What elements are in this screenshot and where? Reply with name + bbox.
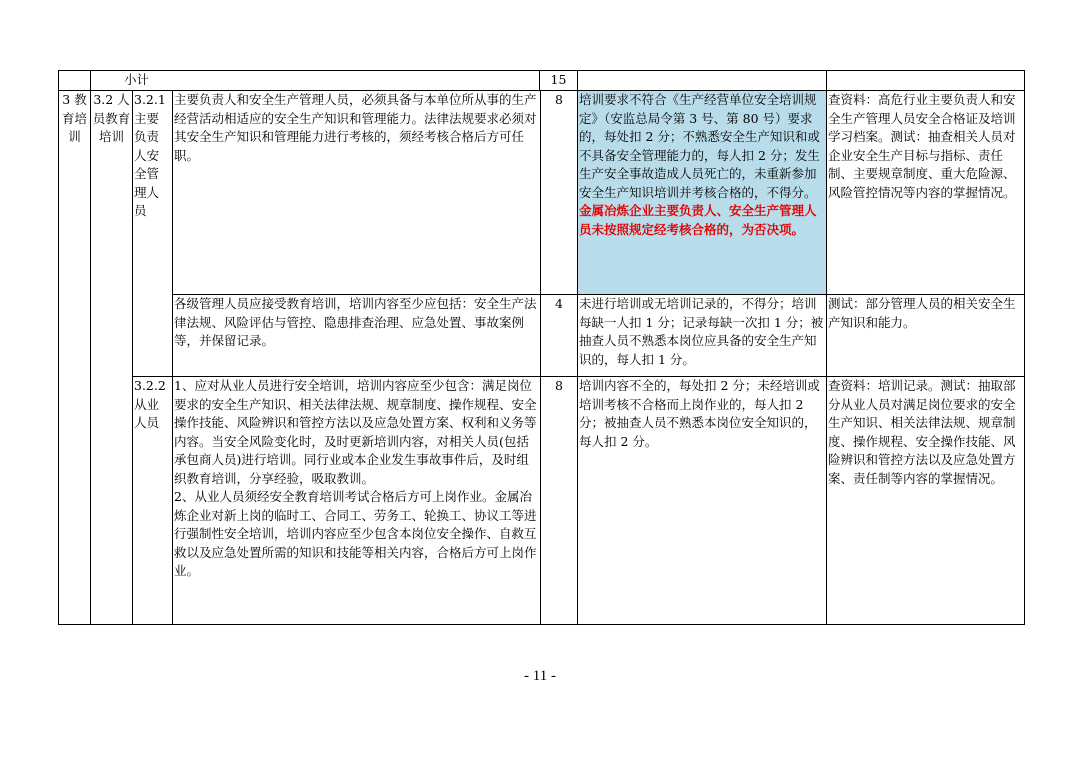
score-cell <box>541 91 578 295</box>
item-id: 3.2.2 <box>134 378 166 393</box>
item-score: 8 <box>555 378 563 393</box>
subtotal-label: 小计 <box>124 72 150 87</box>
subtotal-label-cell <box>91 71 578 91</box>
item-name: 从业人员 <box>134 396 160 430</box>
item-criteria: 培训要求不符合《生产经营单位安全培训规定》（安监总局令第 3 号、第 80 号）要求的，每处扣 2 分；不熟悉安全生产知识和或不具备安全管理能力的，每人扣 2 分；发生生产安全事故造成人员死亡的，未重新参加安全生产知识培训并考核合格的，不得分。 <box>579 92 820 200</box>
empty-cell <box>827 71 1025 91</box>
item-content: 主要负责人和安全生产管理人员，必须具备与本单位所从事的生产经营活动相适应的安全生产知识和管理能力。法律法规要求必须对其安全生产知识和管理能力进行考核的，须经考核合格后方可任职。 <box>174 92 537 163</box>
content-cell <box>173 91 541 295</box>
subtotal-score: 15 <box>539 71 577 91</box>
method-cell <box>827 377 1025 625</box>
table-row <box>59 295 1025 377</box>
empty-cell <box>59 71 91 91</box>
content-cell <box>173 377 541 625</box>
item-method: 查资料：高危行业主要负责人和安全生产管理人员安全合格证及培训学习档案。测试：抽查相关人员对企业安全生产目标与指标、责任制、主要规章制度、重大危险源、风险管控情况等内容的掌握情况。 <box>828 92 1016 200</box>
subcategory-cell <box>91 91 133 625</box>
item-criteria: 培训内容不全的，每处扣 2 分；未经培训或培训考核不合格而上岗作业的，每人扣 2 分；被抽查人员不熟悉本岗位安全知识的，每人扣 2 分。 <box>579 378 820 449</box>
item-method: 查资料：培训记录。测试：抽取部分从业人员对满足岗位要求的安全生产知识、相关法律法规、规章制度、操作规程、安全操作技能、风险辨识和管控方法以及应急处置方案、责任制等内容的掌握情况。 <box>828 378 1016 486</box>
item-name-cell <box>133 91 173 377</box>
category-cell <box>59 91 91 625</box>
item-criteria: 未进行培训或无培训记录的，不得分；培训每缺一人扣 1 分；记录每缺一次扣 1 分；被抽查人员不熟悉本岗位应具备的安全生产知识的，每人扣 1 分。 <box>579 296 824 367</box>
criteria-cell <box>578 295 827 377</box>
subcategory-label: 3.2 人员教育培训 <box>92 92 131 144</box>
veto-criteria: 金属冶炼企业主要负责人、安全生产管理人员未按照规定经考核合格的，为否决项。 <box>579 203 817 237</box>
standard-table <box>58 70 1025 625</box>
content-cell <box>173 295 541 377</box>
item-method: 测试：部分管理人员的相关安全生产知识和能力。 <box>828 296 1016 330</box>
item-score: 4 <box>555 296 563 311</box>
criteria-cell <box>578 377 827 625</box>
table-row <box>59 91 1025 295</box>
item-name-cell <box>133 377 173 625</box>
item-name: 主要负责人安全管理人员 <box>134 110 160 218</box>
item-score: 8 <box>555 92 563 107</box>
method-cell <box>827 295 1025 377</box>
empty-cell <box>578 71 827 91</box>
category-label: 3 教育培训 <box>61 92 87 144</box>
item-content-1: 1、应对从业人员进行安全培训，培训内容应至少包含：满足岗位要求的安全生产知识、相关法律法规、规章制度、操作规程、安全操作技能、风险辨识和管控方法以及应急处置方案、权利和义务等内容。当安全风险变化时，及时更新培训内容，对相关人员(包括承包商人员)进行培训。同行业或本企业发生事故事件后，及时组织教育培训，分享经验，吸取教训。 <box>174 378 537 486</box>
item-id: 3.2.1 <box>134 92 166 107</box>
criteria-cell <box>578 91 827 295</box>
subtotal-row <box>59 71 1025 91</box>
item-content: 各级管理人员应接受教育培训，培训内容至少应包括：安全生产法律法规、风险评估与管控、隐患排查治理、应急处置、事故案例等，并保留记录。 <box>174 296 537 348</box>
item-content-2: 2、从业人员须经安全教育培训考试合格后方可上岗作业。金属冶炼企业对新上岗的临时工、合同工、劳务工、轮换工、协议工等进行强制性安全培训，培训内容应至少包含本岗位安全操作、自救互救以及应急处置所需的知识和技能等相关内容，合格后方可上岗作业。 <box>174 489 537 578</box>
table-row <box>59 377 1025 625</box>
page-number: - 11 - <box>524 668 556 684</box>
method-cell <box>827 91 1025 295</box>
score-cell <box>541 377 578 625</box>
score-cell <box>541 295 578 377</box>
